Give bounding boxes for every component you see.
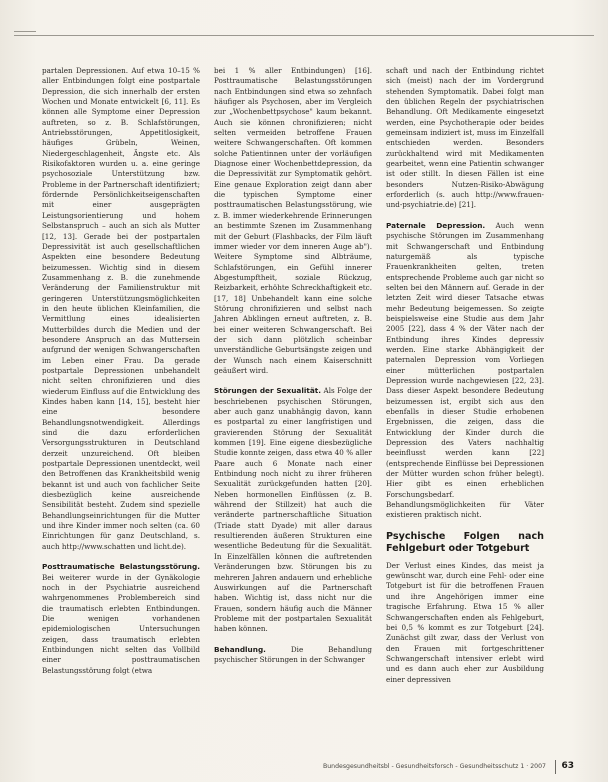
- text-column-2: [214, 66, 372, 665]
- paragraph: [42, 562, 200, 676]
- subheading: Posttraumatische Belastungsstörung.: [42, 562, 200, 572]
- paragraph: [386, 221, 544, 521]
- page-footer: [0, 762, 608, 778]
- paragraph: partalen Depressionen. Auf etwa 10–15 % aller Entbindungen folgt eine postpartale Depression, die sich innerhalb der ersten Wochen und Monate entwickelt [6, 11]. Es können alle Symptome einer Depression auftreten, so z. B. Schlafstörungen, Antriebsstörungen, Appetitlosigkeit, häufiges Grübeln, Weinen, Niedergeschlagenheit, Ängste etc. Als Risikofaktoren wurden u. a. eine geringe psychosoziale Unterstützung bzw. Probleme in der Partnerschaft identifiziert; fördernde Persönlichkeitseigenschaften mit einer ausgeprägten Leistungsorientierung und hohem Selbstanspruch – auch an sich als Mutter [12, 13]. Gerade bei der postpartalen Depressivität ist auch gesellschaftlichen Aspekten eine besondere Bedeutung beizumessen. Wichtig sind in diesem Zusammenhang z. B. die zunehmende Veränderung der Familienstruktur mit geringeren Unterstützungsmöglichkeiten in den heute üblichen Kleinfamilien, die Vermittlung eines idealisierten Mutterbildes durch die Medien und der besondere Anspruch an das Muttersein aufgrund der wenigen Schwangerschaften im Leben einer Frau. Da gerade postpartale Depressionen unbehandelt nicht selten chronifizieren und dies wiederum Einfluss auf die Entwicklung des Kindes haben kann [14, 15], besteht hier eine besondere Behandlungsnotwendigkeit. Allerdings sind die dazu erforderlichen Versorgungsstrukturen in Deutschland derzeit unzureichend. Oft bleiben postpartale Depressionen unentdeckt, weil den Betroffenen das Krankheitsbild wenig bekannt ist und auch von fachlicher Seite diesbezüglich keine ausreichende Sensibilität besteht. Zudem sind spezielle Behandlungseinrichtungen für die Mutter und ihre Kinder immer noch selten (ca. 60 Einrichtungen für ganz Deutschland, s. auch http://www.schatten und licht.de).: [42, 66, 200, 551]
- paragraph-text: Auch wenn psychische Störungen im Zusammenhang mit Schwangerschaft und Entbindung naturgemäß als typische Frauenkrankheiten gelten, treten entsprechende Probleme auch gar nicht so selten bei den Männern auf. Gerade in der letzten Zeit wird dieser Tatsache etwas mehr Bedeutung beigemessen. So zeigte beispielsweise eine Studie aus dem Jahr 2005 [22], dass 4 % der Väter nach der Entbindung ihres Kindes depressiv werden. Eine starke Abhängigkeit der paternalen Depression vom Vorliegen einer mütterlichen postpartalen Depression wurde nachgewiesen [22, 23]. Dass dieser Aspekt besondere Bedeutung beizumessen ist, ergibt sich aus den ebenfalls in dieser Studie erhobenen Ergebnissen, die zeigen, dass die Entwicklung der Kinder durch die Depression des Vaters nachhaltig beeinflusst werden kann [22] (entsprechende Einflüsse bei Depressionen der Mütter wurden schon früher belegt). Hier gibt es einen erheblichen Forschungsbedarf. Behandlungsmöglichkeiten für Väter existieren praktisch nicht.: [386, 220, 545, 520]
- footer-divider: [555, 760, 556, 774]
- paragraph-text: Als Folge der beschriebenen psychischen Störungen, aber auch ganz unabhängig davon, kann es postpartal zu einer langfristigen und gravierenden Störung der Sexualität kommen [19]. Eine eigene diesbezügliche Studie konnte zeigen, dass etwa 40 % aller Paare auch 6 Monate nach einer Entbindung noch nicht zu ihrer früheren Sexualität zurückgefunden hatten [20]. Neben hormonellen Einflüssen (z. B. während der Stillzeit) hat auch die veränderte partnerschaftliche Situation (Triade statt Dyade) mit aller daraus resultierenden äußeren Strukturen eine wesentliche Bedeutung für die Sexualität. In Einzelfällen können die auftretenden Veränderungen bzw. Störungen bis zu mehreren Jahren andauern und erhebliche Auswirkungen auf die Partnerschaft haben. Wichtig ist, dass nicht nur die Frauen, sondern häufig auch die Männer Probleme mit der postpartalen Sexualität haben können.: [214, 386, 372, 634]
- paragraph: schaft und nach der Entbindung richtet sich (meist) nach der im Vordergrund stehenden Symptomatik. Dabei folgt man den üblichen Regeln der psychiatrischen Behandlung. Oft Medikamente eingesetzt werden, eine Psychotherapie oder beides gemeinsam indiziert ist, muss im Einzelfall entschieden werden. Besonders zurückhaltend wird mit Medikamenten gearbeitet, wenn eine Patientin schwanger ist oder stillt. In diesen Fällen ist eine besonders Nutzen-Risiko-Abwägung erforderlich (s. auch http://www.frauen-und-psychiatrie.de) [21].: [386, 66, 544, 210]
- text-column-1: [42, 66, 200, 676]
- subheading: Paternale Depression.: [386, 220, 486, 230]
- section-title: Psychische Folgen nach Fehlgeburt oder Totgeburt: [386, 530, 544, 554]
- header-rule: [14, 35, 594, 36]
- paragraph-text: Die Behandlung psychischer Störungen in der Schwanger: [214, 644, 372, 664]
- page-number: 63: [561, 761, 574, 771]
- paragraph: Der Verlust eines Kindes, das meist ja gewünscht war, durch eine Fehl- oder eine Totgeburt ist für die betroffenen Frauen und ihre Angehörigen immer eine tragische Erfahrung. Etwa 15 % aller Schwangerschaften enden als Fehlgeburt, bei 0,5 % kommt es zur Totgeburt [24]. Zunächst gilt zwar, dass der Verlust von den Frauen mit fortgeschrittener Schwangerschaft intensiver erlebt wird und es dann auch eher zur Ausbildung einer depressiven: [386, 560, 544, 684]
- paragraph: [214, 645, 372, 666]
- journal-citation: Bundesgesundheitsbl - Gesundheitsforsch - Gesundheitsschutz 1 · 2007: [323, 763, 546, 770]
- subheading: Behandlung.: [214, 644, 266, 654]
- paragraph: [214, 386, 372, 634]
- text-column-3: [386, 66, 544, 685]
- paragraph-text: Bei weiterer wurde in der Gynäkologie noch in der Psychiatrie ausreichend wahrgenommenes Problembereich sind die traumatisch erlebten Entbindungen. Die wenigen vorhandenen epidemiologischen Untersuchungen zeigen, dass traumatisch erlebten Entbindungen nicht selten das Vollbild einer posttraumatischen Belastungsstörung folgt (etwa: [42, 572, 200, 675]
- paragraph: bei 1 % aller Entbindungen) [16]. Posttraumatische Belastungsstörungen nach Entbindungen sind etwa so zehnfach häufiger als Psychosen, aber im Vergleich zur „Wochenbettpsychose" kaum bekannt. Auch sie können chronifizieren; nicht selten vermeiden betroffene Frauen weitere Schwangerschaften. Oft kommen solche Patientinnen unter der vorläufigen Diagnose einer Wochenbettdepression, da die Depressivität zur Symptomatik gehört. Eine genaue Exploration zeigt dann aber die typischen Symptome einer posttraumatischen Belastungsstörung, wie z. B. immer wiederkehrende Erinnerungen an bestimmte Szenen im Zusammenhang mit der Geburt (Flashbacks, der Film läuft immer wieder vor dem inneren Auge ab"). Weitere Symptome sind Albträume, Schlafstörungen, ein Gefühl innerer Abgestumpftheit, soziale Rückzug, Reizbarkeit, erhöhte Schreckhaftigkeit etc. [17, 18] Unbehandelt kann eine solche Störung chronifizieren und selbst nach Jahren Abklingen erneut auftreten, z. B. bei einer weiteren Schwangerschaft. Bei der sich dann plötzlich scheinbar unverständliche Geburtsängste zeigen und der Wunsch nach einem Kaiserschnitt geäußert wird.: [214, 66, 372, 375]
- subheading: Störungen der Sexualität.: [214, 386, 322, 396]
